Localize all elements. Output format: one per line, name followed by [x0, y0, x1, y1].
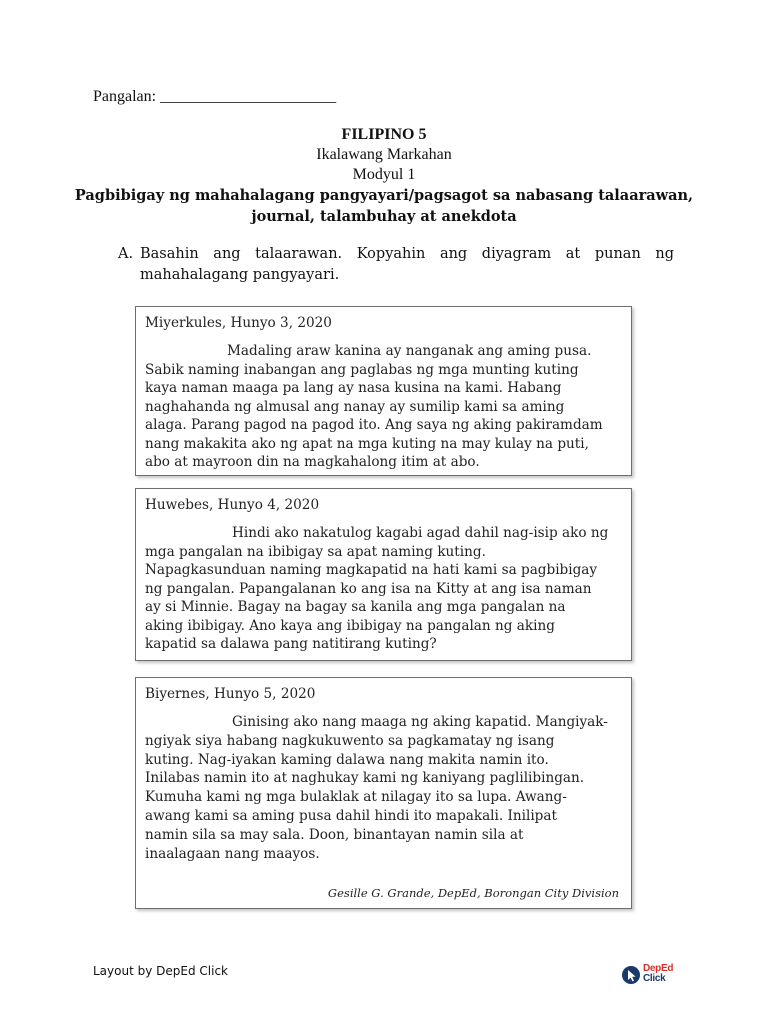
topic-line-1: Pagbibigay ng mahahalagang pangyayari/pagsagot sa nabasang talaarawan, — [74, 187, 694, 204]
author-credit: Gesille G. Grande, DepEd, Borongan City Division — [327, 886, 619, 900]
diary-line: inaalagaan nang maayos. — [145, 845, 320, 862]
diary-entry-date: Biyernes, Hunyo 5, 2020 — [145, 686, 316, 702]
diary-line: kaya naman maaga pa lang ay nasa kusina na kami. Habang — [145, 380, 562, 396]
diary-line: naghahanda ng almusal ang nanay ay sumilip kami sa aming — [145, 398, 565, 415]
diary-line: Hindi ako nakatulog kagabi agad dahil nag-isip ako ng — [232, 525, 609, 541]
layout-credit: Layout by DepEd Click — [93, 964, 228, 978]
logo-line-2: Click — [643, 973, 666, 984]
instruction-letter: A. — [118, 246, 134, 262]
diary-line: alaga. Parang pagod na pagod ito. Ang saya ng aking pakiramdam — [145, 417, 603, 433]
diary-line: abo at mayroon din na magkahalong itim at abo. — [145, 454, 480, 470]
deped-click-logo — [621, 963, 681, 989]
quarter-title: Ikalawang Markahan — [316, 146, 452, 163]
cursor-icon — [621, 965, 641, 985]
diary-line: Sabik naming inabangan ang paglabas ng mga munting kuting — [145, 361, 579, 378]
instruction-text: Basahin ang talaarawan. Kopyahin ang diyagram at punan ng mahahalagang pangyayari. — [140, 246, 674, 283]
diary-entry-box-1 — [135, 306, 632, 476]
diary-line: Kumuha kami ng mga bulaklak at nilagay ito sa lupa. Awang- — [145, 789, 567, 806]
diary-entry-text — [145, 713, 621, 863]
diary-entry-box-3 — [135, 677, 632, 909]
diary-line: ay si Minnie. Bagay na bagay sa kanila ang mga pangalan na — [145, 599, 566, 615]
module-title: Modyul 1 — [352, 166, 416, 183]
diary-line: Napagkasunduan naming magkapatid na hati kami sa pagbibigay — [145, 562, 598, 578]
diary-line: Madaling araw kanina ay nanganak ang aming pusa. — [227, 343, 592, 359]
diary-entry-box-2 — [135, 488, 632, 661]
topic-line-2: journal, talambuhay at anekdota — [251, 208, 517, 225]
diary-line: kuting. Nag-iyakan kaming dalawa nang makita namin ito. — [145, 751, 549, 768]
diary-line: nang makakita ako ng apat na mga kuting na may kulay na puti, — [145, 435, 589, 452]
diary-line: Ginising ako nang maaga ng aking kapatid. Mangiyak- — [232, 714, 608, 730]
diary-line: mga pangalan na ibibigay sa apat naming kuting. — [145, 543, 486, 560]
diary-entry-date: Miyerkules, Hunyo 3, 2020 — [145, 315, 332, 331]
instruction — [118, 244, 674, 286]
diary-line: ng pangalan. Papangalanan ko ang isa na Kitty at ang isa naman — [145, 580, 592, 597]
diary-line: namin sila sa may sala. Doon, binantayan namin sila at — [145, 826, 524, 843]
diary-entry-text — [145, 342, 621, 472]
logo-line-1: DepEd — [643, 963, 674, 974]
diary-entry-text — [145, 524, 621, 654]
diary-line: awang kami sa aming pusa dahil hindi ito mapakali. Inilipat — [145, 807, 557, 824]
diary-line: Inilabas namin ito at naghukay kami ng kaniyang paglilibingan. — [145, 770, 585, 787]
title-block — [0, 125, 768, 227]
diary-line: aking ibibigay. Ano kaya ang ibibigay na pangalan ng aking — [145, 617, 555, 634]
subject-title: FILIPINO 5 — [341, 126, 427, 143]
diary-entry-date: Huwebes, Hunyo 4, 2020 — [145, 497, 320, 513]
diary-line: kapatid sa dalawa pang natitirang kuting? — [145, 636, 437, 652]
logo-wordmark — [643, 964, 673, 984]
diary-line: ngiyak siya habang nagkukuwento sa pagkamatay ng isang — [145, 732, 555, 749]
name-line: Pangalan: ______________________ — [93, 88, 337, 105]
